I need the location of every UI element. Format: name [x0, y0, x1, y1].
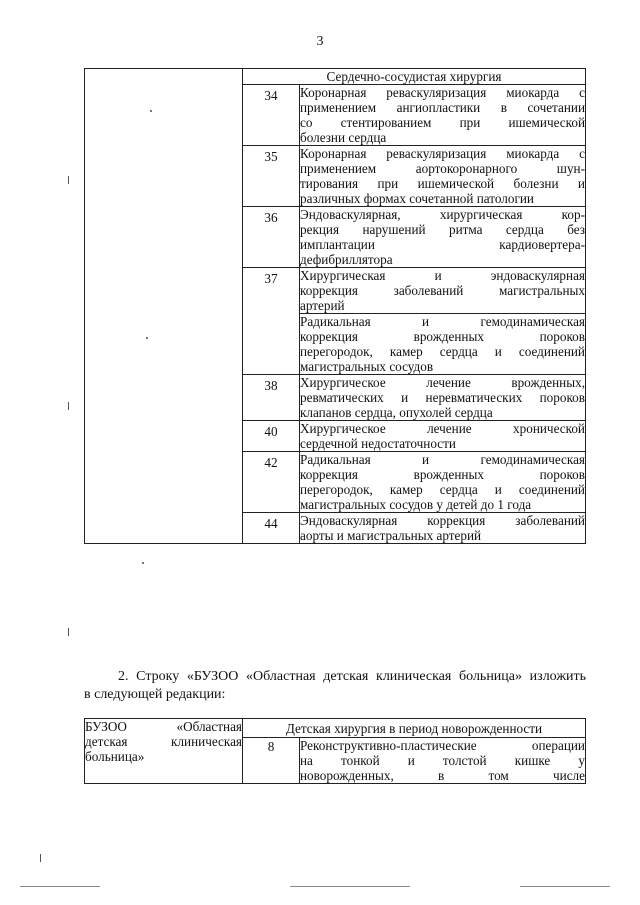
row-number: 35: [243, 146, 300, 207]
row-number: 42: [243, 452, 300, 513]
org-name-line: больница»: [85, 749, 145, 764]
scan-dot: [150, 110, 152, 112]
row-description: Хирургическая и эндоваскулярная коррекция заболеваний магистральных артерий: [300, 268, 585, 313]
row-description: Хирургическое лечение врожденных, ревматических и неревматических пороков клапанов сердца, опухолей сердца: [300, 375, 585, 420]
row-description: Эндоваскулярная коррекция заболеваний аорты и магистральных артерий: [300, 513, 585, 543]
scan-line: [520, 886, 610, 887]
org-cell: [85, 719, 243, 784]
scan-dot: [146, 337, 148, 339]
row-description: Радикальная и гемодинамическая коррекция врожденных пороков перегородок, камер сердца и соединений магистральных сосудов у детей до 1 года: [300, 452, 585, 512]
specialty-table: [84, 68, 586, 544]
row-description: Радикальная и гемодинамическая коррекция врожденных пороков перегородок, камер сердца и соединений магистральных сосудов: [300, 314, 585, 374]
table-section-row: [85, 719, 586, 738]
scan-dot: [142, 562, 144, 564]
row-number: 40: [243, 421, 300, 452]
org-cell-empty: [85, 69, 243, 544]
section-header: Сердечно-сосудистая хирургия: [243, 69, 586, 85]
amendment-paragraph: [84, 668, 586, 704]
row-number: 36: [243, 207, 300, 268]
row-description: Коронарная реваскуляризация миокарда с применением аортокоронарного шун- тирования при ишемической болезни и различных формах сочетанной патологии: [300, 146, 585, 206]
scan-line: [290, 886, 410, 887]
row-number: 8: [243, 738, 300, 784]
scan-line: [20, 886, 100, 887]
row-number: 34: [243, 85, 300, 146]
row-description: Реконструктивно-пластические операции на тонкой и толстой кишке у новорожденных, в том числе: [300, 738, 585, 783]
scan-mark: [68, 628, 69, 636]
paragraph-line: в следующей редакции:: [84, 687, 226, 702]
section-header: Детская хирургия в период новорожденности: [243, 719, 586, 738]
row-number: 44: [243, 513, 300, 544]
page-number: 3: [316, 34, 324, 49]
table-section-row: [85, 69, 586, 85]
scan-mark: [40, 854, 41, 862]
scan-mark: [68, 176, 69, 184]
amendment-table: [84, 718, 586, 784]
row-number: 38: [243, 375, 300, 421]
scan-mark: [68, 402, 69, 410]
org-name-line: детская клиническая: [85, 734, 242, 749]
org-name-line: БУЗОО «Областная: [85, 719, 242, 734]
row-description: Коронарная реваскуляризация миокарда с применением ангиопластики в сочетании со стентированием при ишемической болезни сердца: [300, 85, 585, 145]
paragraph-line: 2. Строку «БУЗОО «Областная детская клиническая больница» изложить: [118, 669, 586, 684]
row-description: Эндоваскулярная, хирургическая кор- рекция нарушений ритма сердца без имплантации кардиовертера- дефибриллятора: [300, 207, 585, 267]
row-description: Хирургическое лечение хронической сердечной недостаточности: [300, 421, 585, 451]
row-number: 37: [243, 268, 300, 375]
